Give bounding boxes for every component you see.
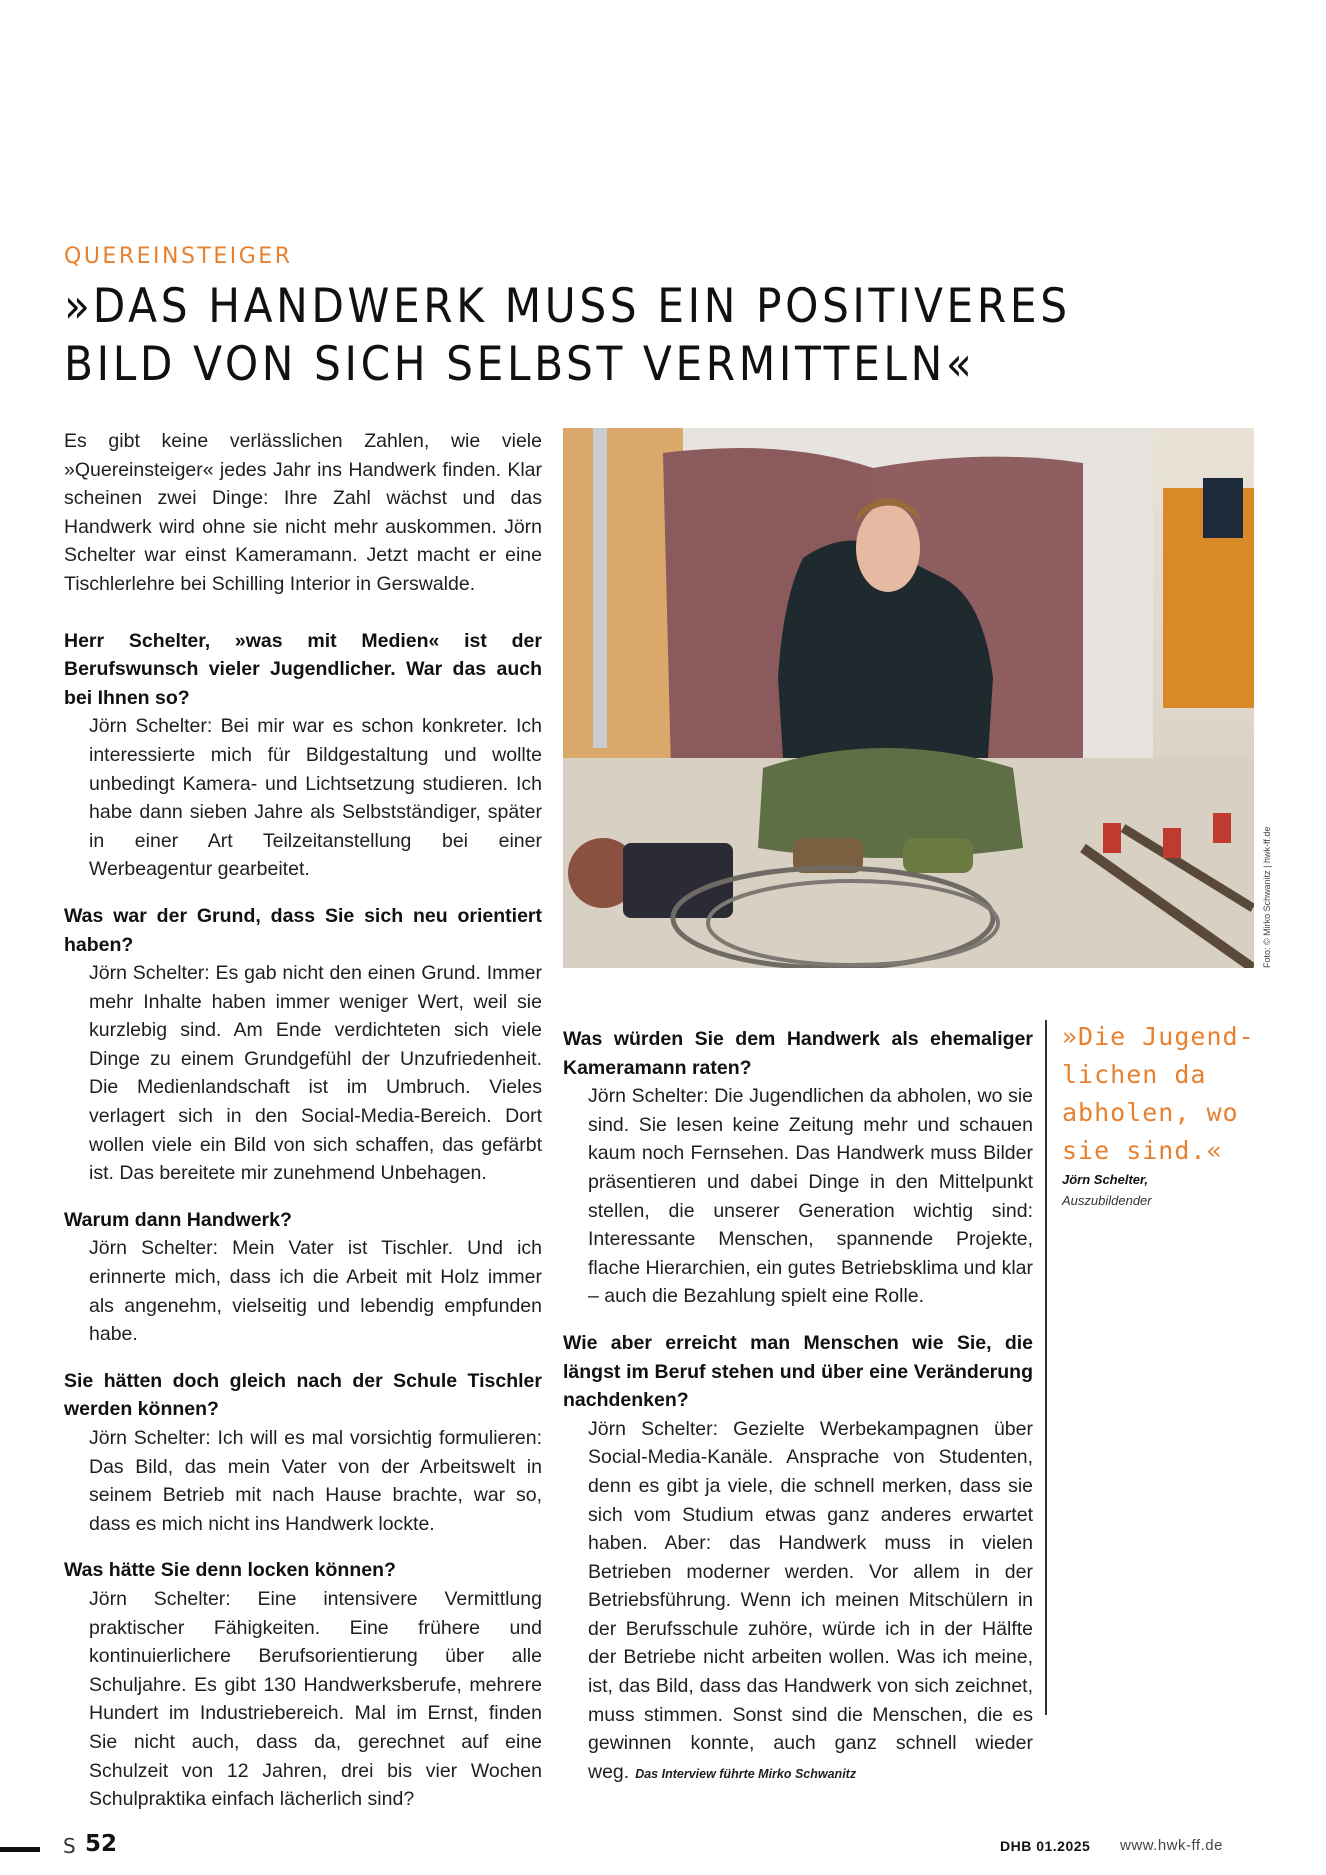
byline: Das Interview führte Mirko Schwanitz <box>635 1766 857 1781</box>
qa-block-3 <box>64 1206 542 1349</box>
qa-block-5 <box>64 1556 542 1813</box>
footer-url[interactable]: www.hwk-ff.de <box>1120 1837 1223 1854</box>
question: Was hätte Sie denn locken können? <box>64 1559 396 1582</box>
pullquote-divider <box>1045 1020 1047 1715</box>
answer: Jörn Schelter: Es gab nicht den einen Grund. Immer mehr Inhalte haben immer weniger Wert, weil sie kurzlebig sind. Am Ende verdichteten sich viele Dinge zu einem Grundgefühl der Unzufriedenheit. Die Medienlandschaft ist im Umbruch. Vieles verlagert sich in den Social-Media-Bereich. Dort wollen viele ein Bild von sich schaffen, das gefärbt ist. Das bereitete mir zunehmend Unbehagen. <box>89 962 542 1185</box>
workshop-photo-illustration <box>563 428 1254 968</box>
qa-block-1 <box>64 627 542 884</box>
question: Sie hätten doch gleich nach der Schule Tischler werden können? <box>64 1369 542 1421</box>
question: Herr Schelter, »was mit Medien« ist der Berufswunsch vieler Jugendlicher. War das auch bei Ihnen so? <box>64 629 542 709</box>
section-kicker: QUEREINSTEIGER <box>64 244 293 269</box>
article-photo <box>563 428 1254 968</box>
question: Was würden Sie dem Handwerk als ehemaliger Kameramann raten? <box>563 1028 1033 1079</box>
pullquote-name: Jörn Schelter, <box>1062 1172 1148 1187</box>
question: Was war der Grund, dass Sie sich neu orientiert haben? <box>64 904 542 956</box>
answer: Jörn Schelter: Bei mir war es schon konkreter. Ich interessierte mich für Bildgestaltung und wollte unbedingt Kamera- und Lichtsetzung studieren. Ich habe dann sieben Jahre als Selbstständiger, später in einer Art Teilzeitanstellung bei einer Werbeagentur gearbeitet. <box>89 715 542 881</box>
intro-paragraph: Es gibt keine verlässlichen Zahlen, wie viele »Quereinsteiger« jedes Jahr ins Handwerk finden. Klar scheinen zwei Dinge: Ihre Zahl wächst und das Handwerk wird ohne sie nicht mehr auskommen. Jörn Schelter war einst Kameramann. Jetzt macht er eine Tischlerlehre bei Schilling Interior in Gerswalde. <box>64 430 542 595</box>
answer <box>563 1415 1033 1789</box>
pullquote: »Die Jugend-lichen da abholen, wo sie sind.« <box>1062 1022 1255 1165</box>
title-line-2: BILD VON SICH SELBST VERMITTELN« <box>64 337 976 392</box>
answer: Jörn Schelter: Eine intensivere Vermittlung praktischer Fähigkeiten. Eine frühere und kontinuierlichere Berufsorientierung über alle Schuljahre. Es gibt 130 Handwerksberufe, mehrere Hundert im Industriebereich. Mal im Ernst, finden Sie nicht auch, dass da, gerechnet auf eine Schulzeit von 12 Jahren, drei bis vier Wochen Schulpraktika einfach lächerlich sind? <box>89 1587 542 1811</box>
pullquote-role: Auszubildender <box>1062 1193 1152 1208</box>
photo-credit: Foto: © Mirko Schwanitz | hwk-ff.de <box>1262 826 1272 968</box>
answer: Jörn Schelter: Die Jugendlichen da abholen, wo sie sind. Sie lesen keine Zeitung mehr und schauen kaum noch Fernsehen. Das Handwerk muss Bilder präsentieren und dabei Dinge in den Mittelpunkt stellen, die unserer Generation wichtig sind: Interessante Menschen, spannende Projekte, flache Hierarchien, ein gutes Betriebsklima und klar – auch die Bezahlung spielt eine Rolle. <box>588 1085 1033 1308</box>
page-title <box>64 278 1189 394</box>
answer-text: Jörn Schelter: Gezielte Werbekampagnen über Social-Media-Kanäle. Ansprache von Studenten, denn es gibt ja viele, die schnell merken, dass sie sich vom Studium etwas ganz anderes erwartet haben. Aber: das Handwerk muss in vielen Betrieben moderner werden. Vor allem in der Betriebsführung. Wenn ich meinen Mitschülern in der Berufsschule zuhöre, würde ich in der Hälfte der Betriebe nicht arbeiten wollen. Was ich meine, ist, das Bild, dass das Handwerk von sich zeichnet, muss stimmen. Sonst sind die Menschen, die es gewinnen konnte, auch ganz schnell wieder weg. <box>588 1417 1033 1783</box>
footer-rule <box>0 1847 40 1852</box>
magazine-issue: DHB 01.2025 <box>1000 1838 1091 1854</box>
qa-block-2 <box>64 902 542 1188</box>
page-number: 52 <box>85 1831 118 1857</box>
answer: Jörn Schelter: Ich will es mal vorsichtig formulieren: Das Bild, das mein Vater von der Arbeitswelt in seinem Betrieb mit nach Hause brachte, war so, dass es mich nicht ins Handwerk lockte. <box>89 1427 542 1535</box>
left-column <box>64 427 542 1832</box>
qa-block-7 <box>563 1329 1033 1789</box>
qa-block-6 <box>563 1025 1033 1311</box>
middle-column <box>563 1025 1033 1806</box>
question: Warum dann Handwerk? <box>64 1208 292 1231</box>
page-prefix: S <box>63 1834 76 1858</box>
question: Wie aber erreicht man Menschen wie Sie, die längst im Beruf stehen und über eine Veränderung nachdenken? <box>563 1331 1033 1412</box>
answer: Jörn Schelter: Mein Vater ist Tischler. Und ich erinnerte mich, dass ich die Arbeit mit Holz immer als angenehm, vielseitig und lebendig empfunden habe. <box>89 1237 542 1346</box>
qa-block-4 <box>64 1367 542 1539</box>
title-line-1: »DAS HANDWERK MUSS EIN POSITIVERES <box>64 279 1071 334</box>
